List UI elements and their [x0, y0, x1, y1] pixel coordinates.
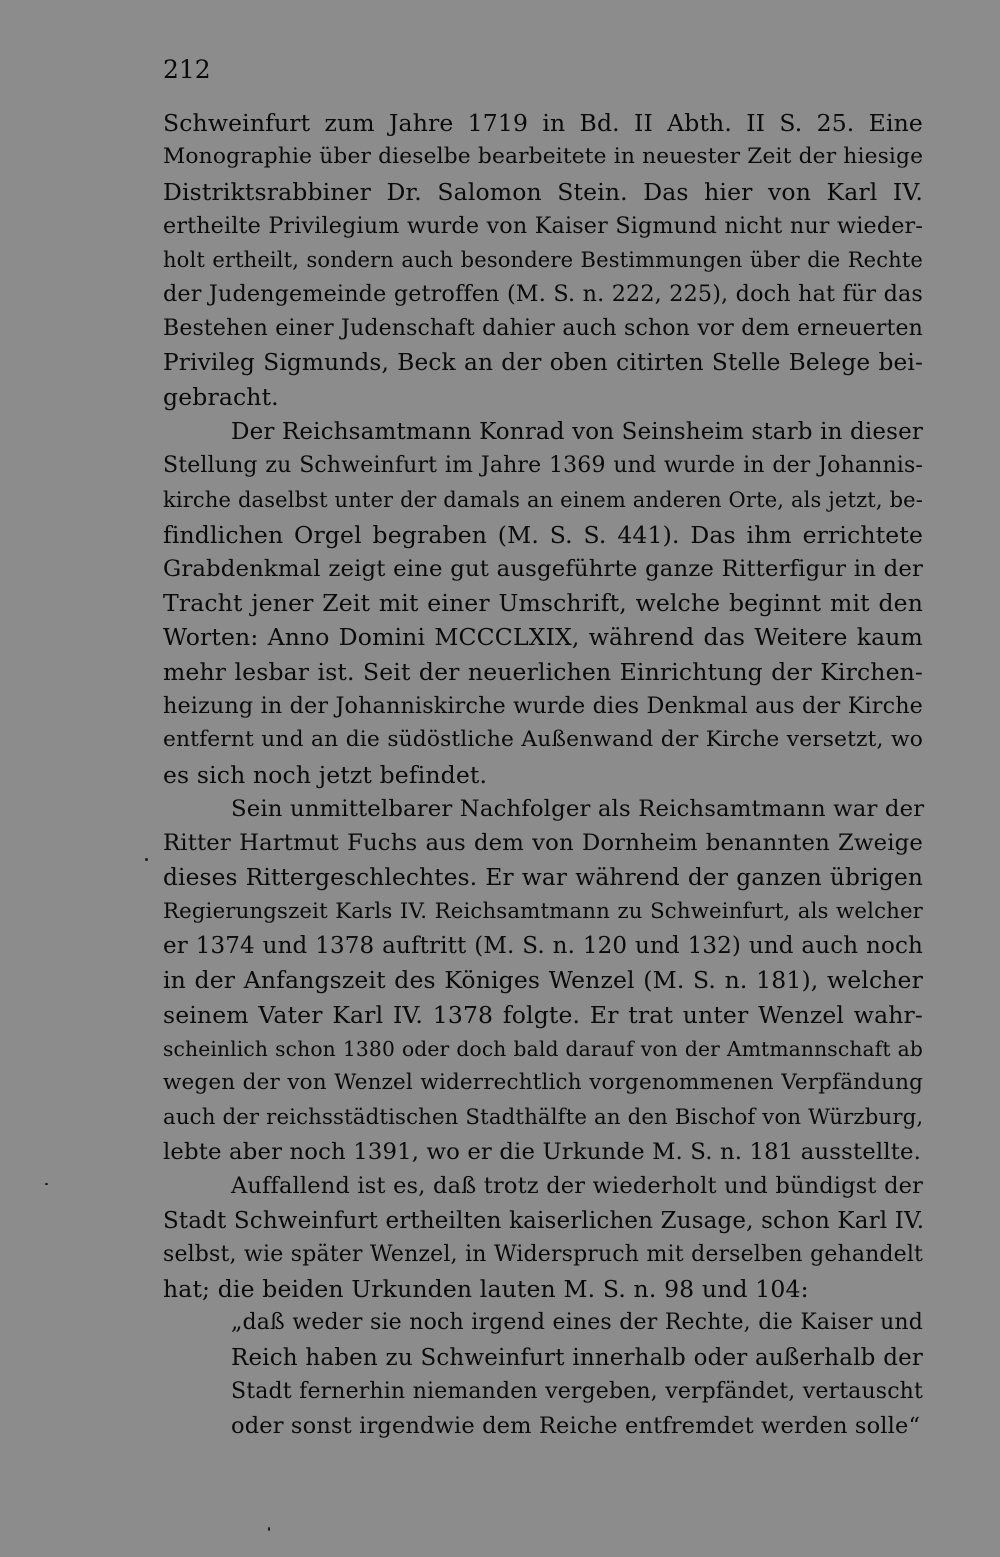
- text-line: entfernt und an die südöstliche Außenwand der Kirche versetzt, wo: [163, 727, 923, 753]
- text-line: Monographie über dieselbe bearbeitete in neuester Zeit der hiesige: [163, 144, 924, 170]
- text-line: findlichen Orgel begraben (M. S. S. 441). Das ihm errichtete: [163, 520, 923, 549]
- text-line: Tracht jener Zeit mit einer Umschrift, welche beginnt mit den: [163, 589, 923, 618]
- body-text: [163, 106, 923, 1444]
- text-line: Regierungszeit Karls IV. Reichsamtmann zu Schweinfurt, als welcher: [163, 898, 923, 924]
- text-line: Stadt Schweinfurt ertheilten kaiserlichen Zusage, schon Karl IV.: [163, 1207, 925, 1234]
- text-line: Ritter Hartmut Fuchs aus dem von Dornheim benannten Zweige: [163, 830, 923, 857]
- quote-line: Stadt fernerhin niemanden vergeben, verpfändet, vertauscht: [231, 1378, 923, 1404]
- text-line: ertheilte Privilegium wurde von Kaiser Sigmund nicht nur wieder-: [163, 212, 923, 239]
- text-line: in der Anfangszeit des Königes Wenzel (M. S. n. 181), welcher: [163, 966, 923, 995]
- text-line: scheinlich schon 1380 oder doch bald darauf von der Amtmannschaft ab: [163, 1037, 923, 1062]
- text-line: der Judengemeinde getroffen (M. S. n. 222, 225), doch hat für das: [163, 281, 923, 308]
- text-line: Grabdenkmal zeigt eine gut ausgeführte ganze Ritterfigur in der: [163, 555, 923, 582]
- text-line: dieses Rittergeschlechtes. Er war während der ganzen übrigen: [163, 863, 923, 891]
- quote-line: oder sonst irgendwie dem Reiche entfremdet werden solle“: [231, 1413, 921, 1440]
- text-line: es sich noch jetzt befindet.: [163, 760, 488, 789]
- text-line: Schweinfurt zum Jahre 1719 in Bd. II Abth. II S. 25. Eine: [163, 109, 923, 137]
- text-line: Der Reichsamtmann Konrad von Seinsheim starb in dieser: [231, 418, 924, 445]
- text-line: kirche daselbst unter der damals an einem anderen Orte, als jetzt, be-: [163, 488, 923, 513]
- text-line: wegen der von Wenzel widerrechtlich vorgenommenen Verpfändung: [163, 1070, 923, 1096]
- text-line: Auffallend ist es, daß trotz der wiederholt und bündigst der: [231, 1173, 923, 1200]
- text-line: er 1374 und 1378 auftritt (M. S. n. 120 und 132) und auch noch: [163, 933, 923, 960]
- quote-line: „daß weder sie noch irgend eines der Rechte, die Kaiser und: [231, 1310, 923, 1336]
- text-line: Stellung zu Schweinfurt im Jahre 1369 und wurde in der Johannis-: [163, 452, 923, 478]
- page-number: 212: [163, 55, 211, 84]
- text-line: lebte aber noch 1391, wo er die Urkunde M. S. n. 181 ausstellte.: [163, 1138, 921, 1165]
- text-line: Privileg Sigmunds, Beck an der oben citirten Stelle Belege bei-: [163, 349, 923, 377]
- text-line: heizung in der Johanniskirche wurde dies Denkmal aus der Kirche: [163, 693, 923, 720]
- text-line: selbst, wie später Wenzel, in Widerspruch mit derselben gehandelt: [163, 1241, 923, 1267]
- scan-speck: [145, 858, 148, 861]
- text-line: auch der reichsstädtischen Stadthälfte an den Bischof von Würzburg,: [163, 1104, 924, 1130]
- text-line: hat; die beiden Urkunden lauten M. S. n. 98 und 104:: [163, 1275, 809, 1304]
- scan-speck: [45, 1183, 48, 1185]
- scan-speck: [268, 1527, 270, 1531]
- quote-line: Reich haben zu Schweinfurt innerhalb oder außerhalb der: [231, 1344, 923, 1371]
- text-line: seinem Vater Karl IV. 1378 folgte. Er trat unter Wenzel wahr-: [163, 1000, 923, 1029]
- text-line: mehr lesbar ist. Seit der neuerlichen Einrichtung der Kirchen-: [163, 657, 923, 686]
- text-line: holt ertheilt, sondern auch besondere Bestimmungen über die Rechte: [163, 248, 923, 273]
- text-line: Sein unmittelbarer Nachfolger als Reichsamtmann war der: [231, 795, 925, 822]
- text-line: gebracht.: [163, 383, 279, 412]
- text-line: Bestehen einer Judenschaft dahier auch schon vor dem erneuerten: [163, 315, 923, 341]
- text-line: Worten: Anno Domini MCCCLXIX, während das Weitere kaum: [163, 623, 923, 652]
- text-line: Distriktsrabbiner Dr. Salomon Stein. Das hier von Karl IV.: [163, 177, 923, 206]
